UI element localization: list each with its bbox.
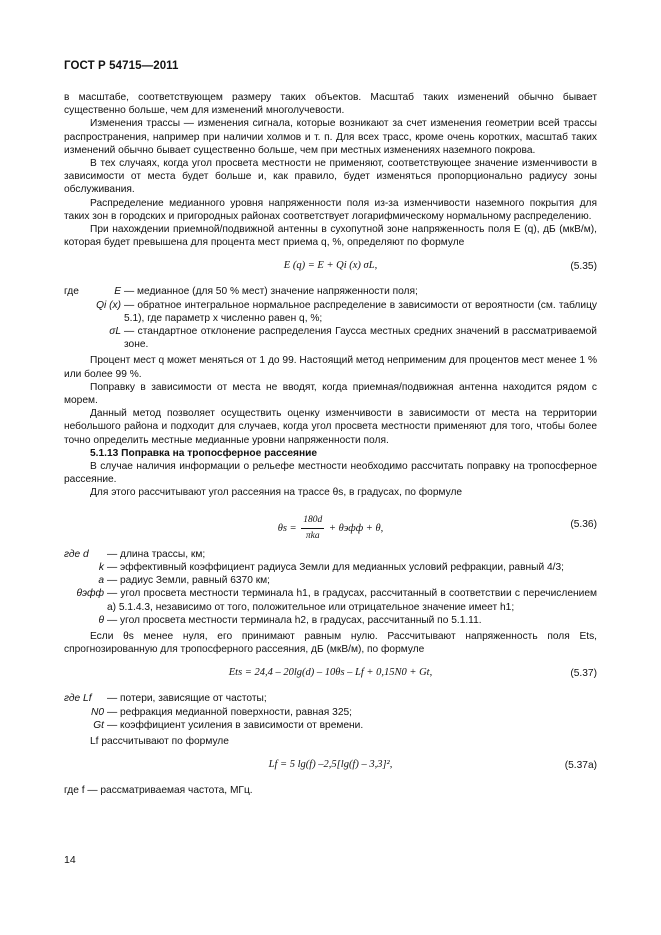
definition-prefix: где: [64, 286, 79, 298]
definition-symbol: θэфф: [76, 588, 104, 600]
definition-text: — медианное (для 50 % мест) значение напряженности поля;: [124, 286, 418, 298]
paragraph: При нахождении приемной/подвижной антенны в сухопутной зоне напряженность поля E (q), дБ (мкВ/м), которая будет превышена для процента мест приема q, %, определяют по формуле: [64, 224, 597, 249]
definition-text: — радиус Земли, равный 6370 км;: [107, 575, 271, 587]
definition-item: [64, 692, 597, 705]
definition-symbol: Qi (x): [96, 299, 121, 311]
definition-text: — длина трассы, км;: [107, 548, 206, 560]
definition-symbol: k: [98, 561, 104, 573]
formula-number: (5.37а): [564, 760, 597, 772]
definition-item: [64, 325, 597, 351]
section-heading: 5.1.13 Поправка на тропосферное рассеяние: [90, 447, 318, 459]
formula-number: (5.35): [570, 261, 597, 273]
definition-text: — угол просвета местности терминала h2, в градусах, рассчитанный по 5.1.11.: [107, 614, 482, 626]
definition-item: [64, 587, 597, 613]
paragraph: Поправку в зависимости от места не вводят, когда приемная/подвижная антенна находится рядом с морем.: [64, 381, 597, 407]
definition-item: [64, 548, 597, 561]
definition-text: — стандартное отклонение распределения Гаусса местных средних значений в рассматриваемой зоне.: [124, 326, 597, 351]
definition-symbol: Gt: [93, 719, 104, 731]
definition-symbol: где Lf: [64, 693, 92, 705]
definition-symbol: N0: [90, 706, 104, 718]
formula-5-36: [64, 505, 597, 543]
definition-item: [64, 706, 597, 719]
formula-rhs: + θэфф + θ,: [328, 522, 384, 534]
paragraph: Изменения трассы — изменения сигнала, которые возникают за счет изменения геометрии всей трассы распространения, например при наличии холмов и т. п. Для всех трасс, кроме очень коротких, масштаб таких изменений обычно бывает существенно больше, чем при местных изменениях наземного покрова.: [64, 118, 597, 156]
definition-text: — угол просвета местности терминала h1, в градусах, рассчитанный в соответствии с перечислением а) 5.1.4.3, независимо от того, положительное или отрицательное значение имеет h1;: [107, 588, 597, 613]
definition-text: — потери, зависящие от частоты;: [107, 693, 267, 705]
paragraph: В тех случаях, когда угол просвета местности не применяют, соответствующее значение изменчивости в зависимости от места будет больше и, как правило, будет изменяться пропорционально радиусу зоны обслуживания.: [64, 158, 597, 196]
definition-text: — коэффициент усиления в зависимости от времени.: [107, 719, 364, 731]
fraction-numerator: 180d: [301, 514, 324, 529]
paragraph: в масштабе, соответствующем размеру таких объектов. Масштаб таких изменений обычно бывает существенно больше, чем для изменений многолучевости.: [64, 92, 597, 117]
paragraph: Если θs менее нуля, его принимают равным нулю. Рассчитывают напряженность поля Ets, спрогнозированную для тропосферного рассеяния, дБ (мкВ/м), по формуле: [64, 630, 597, 656]
definition-symbol: a: [98, 575, 104, 587]
paragraph: Процент мест q может меняться от 1 до 99. Настоящий метод неприменим для процентов мест менее 1 % или более 99 %.: [64, 355, 597, 380]
document-header: ГОСТ Р 54715—2011: [64, 60, 179, 72]
formula-expression: [64, 514, 597, 543]
definition-item: [64, 285, 597, 298]
document-body: [64, 91, 597, 797]
formula-5-37a: [64, 753, 597, 779]
definitions-list: [64, 285, 597, 351]
paragraph: где f — рассматриваемая частота, МГц.: [64, 785, 253, 797]
definition-symbol: σL: [109, 326, 121, 338]
formula-5-35: [64, 254, 597, 280]
definition-item: [64, 561, 597, 574]
paragraph: Lf рассчитывают по формуле: [90, 735, 229, 747]
definitions-list: [64, 548, 597, 627]
paragraph: Распределение медианного уровня напряженности поля из-за изменчивости наземного покрытия для таких зон в городских и пригородных районах соответствует логарифмическому нормальному распределению.: [64, 197, 597, 222]
definition-symbol: E: [114, 286, 121, 298]
definition-item: [64, 614, 597, 627]
formula-number: (5.36): [570, 518, 597, 530]
formula-expression: Lf = 5 lg(f) –2,5[lg(f) – 3,3]²,: [268, 759, 393, 771]
definition-item: [64, 299, 597, 325]
definitions-list: [64, 692, 597, 732]
page-number: 14: [64, 854, 76, 866]
definition-symbol: θ: [98, 614, 104, 626]
definition-item: [64, 719, 597, 732]
paragraph: В случае наличия информации о рельефе местности необходимо рассчитать поправку на тропосферное рассеяние.: [64, 461, 597, 486]
paragraph: Для этого рассчитывают угол рассеяния на трассе θs, в градусах, по формуле: [90, 487, 463, 499]
definition-text: — эффективный коэффициент радиуса Земли для медианных условий рефракции, равный 4/3;: [107, 561, 564, 573]
formula-expression: E (q) = E + Qi (x) σL,: [283, 260, 378, 272]
definition-symbol: где d: [64, 548, 89, 560]
formula-expression: Ets = 24,4 – 20lg(d) – 10θs – Lf + 0,15N0 + Gt,: [228, 667, 433, 679]
definition-text: — обратное интегральное нормальное распределение в зависимости от вероятности (см. таблицу 5.1), где параметр x численно равен q, %;: [124, 299, 597, 324]
definition-text: — рефракция медианной поверхности, равная 325;: [107, 706, 352, 718]
formula-lhs: θs =: [277, 522, 297, 534]
definition-item: [64, 574, 597, 587]
formula-number: (5.37): [570, 668, 597, 680]
formula-5-37: [64, 661, 597, 687]
formula-fraction: [301, 514, 324, 543]
paragraph: Данный метод позволяет осуществить оценку изменчивости в зависимости от места на территории небольшого района и подходит для случаев, когда угол просвета местности применяют для того, чтобы более точно определить местные медианные уровни напряженности поля.: [64, 408, 597, 446]
fraction-denominator: πka: [305, 530, 320, 541]
